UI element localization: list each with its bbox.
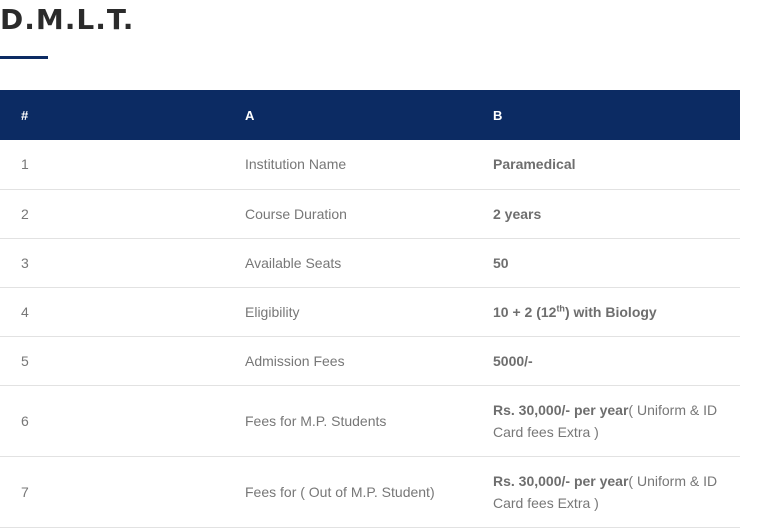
table-row <box>0 456 740 527</box>
row-label: Fees for ( Out of M.P. Student) <box>245 456 493 527</box>
table-header-row <box>0 90 740 140</box>
value-text: 2 years <box>493 205 542 222</box>
fee-note: ( Uniform & ID Card fees Extra ) <box>493 401 718 440</box>
row-number: 3 <box>0 238 245 287</box>
row-number: 7 <box>0 456 245 527</box>
row-value <box>493 456 740 527</box>
row-number: 6 <box>0 385 245 456</box>
value-text: 5000/- <box>493 352 533 369</box>
table-row <box>0 189 740 238</box>
row-label: Admission Fees <box>245 336 493 385</box>
row-value <box>493 336 740 385</box>
row-value <box>493 140 740 189</box>
table-row <box>0 287 740 336</box>
row-value <box>493 385 740 456</box>
course-info-table <box>0 90 740 528</box>
table-row <box>0 385 740 456</box>
page-title: D.M.L.T. <box>0 3 135 36</box>
header-number: # <box>21 107 29 123</box>
row-label: Available Seats <box>245 238 493 287</box>
table-row <box>0 238 740 287</box>
row-number: 4 <box>0 287 245 336</box>
value-text: 50 <box>493 254 509 271</box>
fee-note: ( Uniform & ID Card fees Extra ) <box>493 472 718 511</box>
row-value <box>493 287 740 336</box>
row-label: Eligibility <box>245 287 493 336</box>
row-number: 1 <box>0 140 245 189</box>
value-text-pre: 10 + 2 (12 <box>493 303 557 320</box>
table-row <box>0 140 740 189</box>
value-text: Paramedical <box>493 156 576 173</box>
value-superscript: th <box>556 302 565 313</box>
row-label: Course Duration <box>245 189 493 238</box>
header-a: A <box>245 107 255 123</box>
fee-amount: Rs. 30,000/- per year <box>493 472 629 489</box>
fee-amount: Rs. 30,000/- per year <box>493 401 629 418</box>
header-b: B <box>493 107 503 123</box>
table-row <box>0 336 740 385</box>
row-label: Institution Name <box>245 140 493 189</box>
row-label: Fees for M.P. Students <box>245 385 493 456</box>
title-underline <box>0 56 48 59</box>
value-text <box>493 304 657 320</box>
row-value <box>493 238 740 287</box>
row-number: 2 <box>0 189 245 238</box>
row-number: 5 <box>0 336 245 385</box>
row-value <box>493 189 740 238</box>
value-text-post: ) with Biology <box>564 303 657 320</box>
